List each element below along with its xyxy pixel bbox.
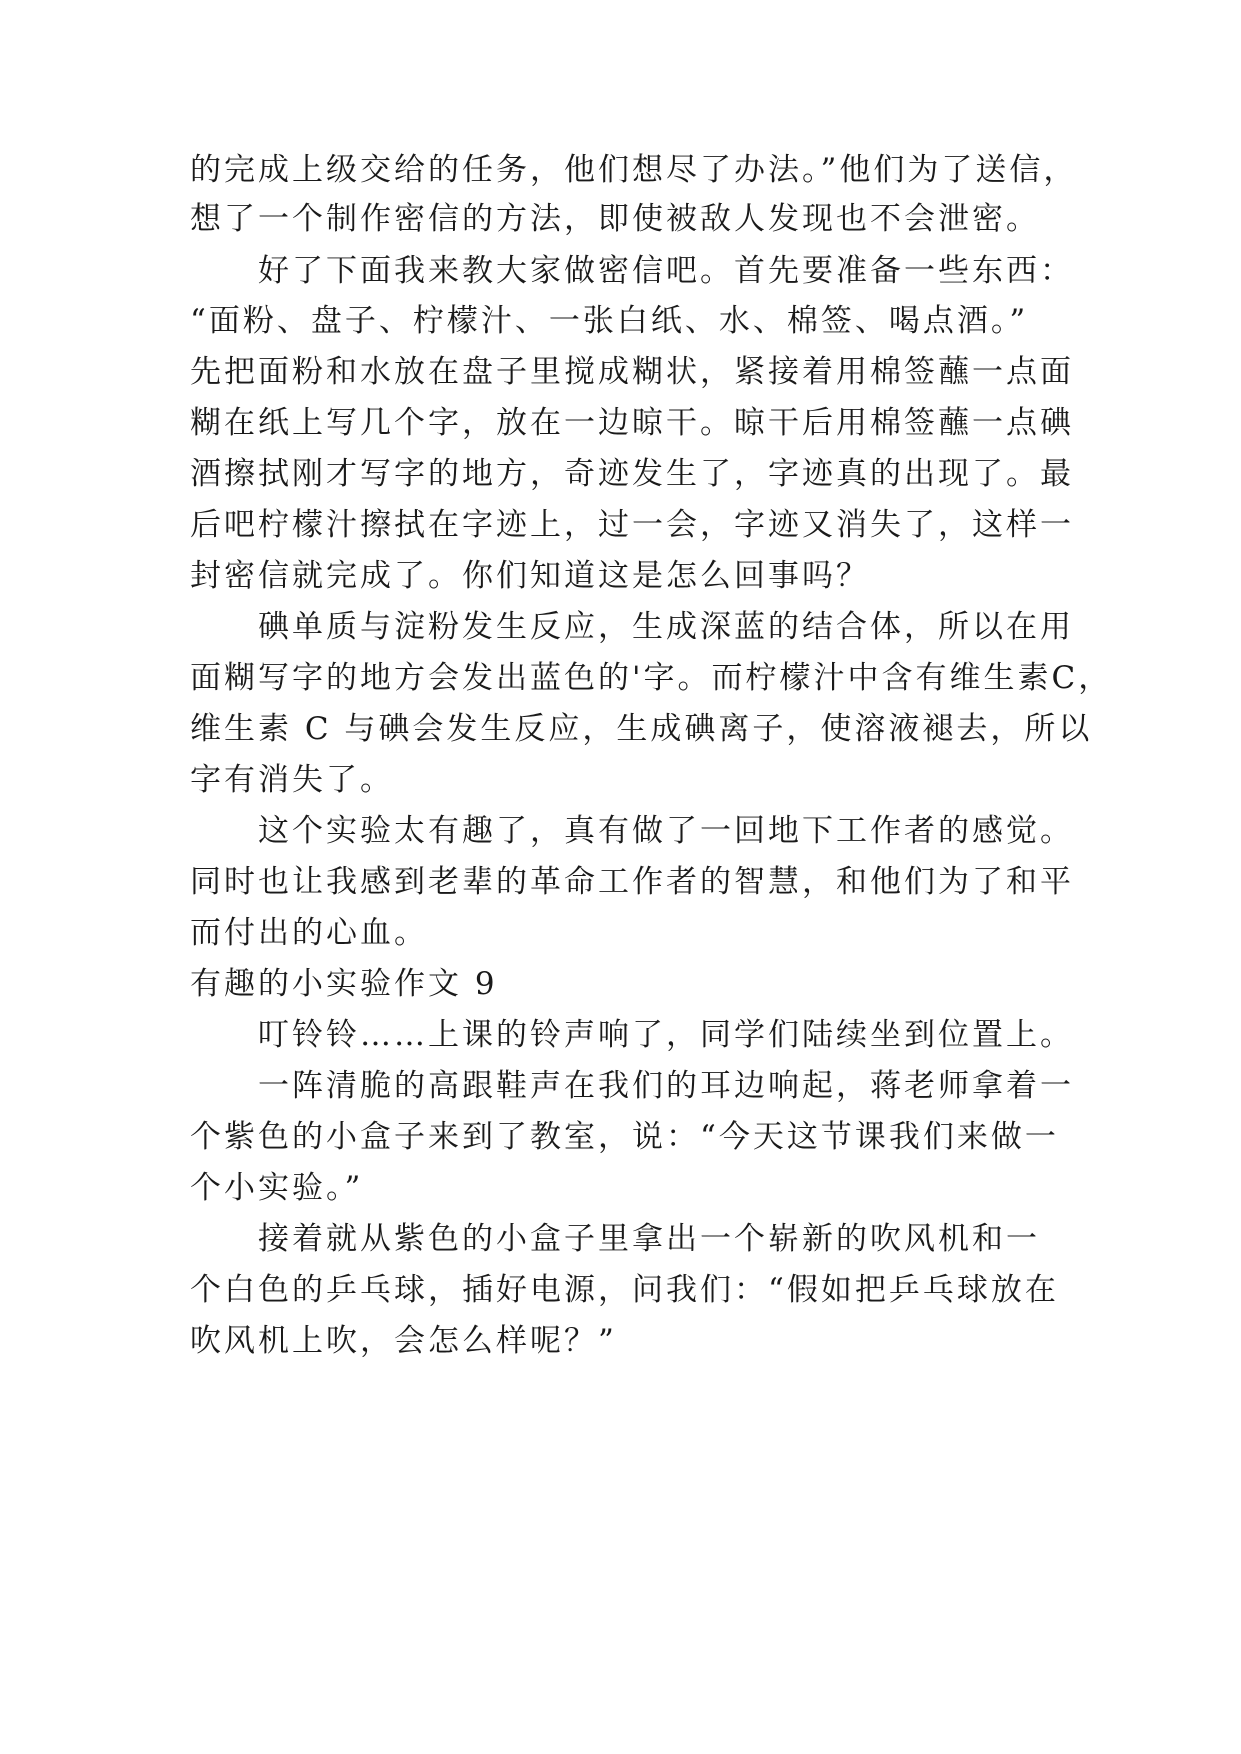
text-line: 先把面粉和水放在盘子里搅成糊状，紧接着用棉签蘸一点面 xyxy=(190,354,1074,390)
text-line: “面粉、盘子、柠檬汁、一张白纸、水、棉签、喝点酒。” xyxy=(190,303,1029,339)
text-line: 想了一个制作密信的方法，即使被敌人发现也不会泄密。 xyxy=(190,201,1040,237)
text-line: 酒擦拭刚才写字的地方，奇迹发生了，字迹真的出现了。最 xyxy=(190,456,1074,492)
text-line: 维生素 C 与碘会发生反应，生成碘离子，使溶液褪去，所以 xyxy=(190,711,1093,747)
text-line: 后吧柠檬汁擦拭在字迹上，过一会，字迹又消失了，这样一 xyxy=(190,507,1074,543)
text-line: 个小实验。” xyxy=(190,1170,364,1206)
text-line: 碘单质与淀粉发生反应，生成深蓝的结合体，所以在用 xyxy=(258,609,1074,645)
text-line: 一阵清脆的高跟鞋声在我们的耳边响起，蒋老师拿着一 xyxy=(258,1068,1074,1104)
text-line: 叮铃铃……上课的铃声响了，同学们陆续坐到位置上。 xyxy=(258,1017,1074,1053)
text-line: 封密信就完成了。你们知道这是怎么回事吗？ xyxy=(190,558,870,594)
text-line: 的完成上级交给的任务，他们想尽了办法。”他们为了送信， xyxy=(190,152,1078,188)
text-line: 同时也让我感到老辈的革命工作者的智慧，和他们为了和平 xyxy=(190,864,1074,900)
text-line: 好了下面我来教大家做密信吧。首先要准备一些东西： xyxy=(258,253,1074,289)
text-line: 个紫色的小盒子来到了教室，说：“今天这节课我们来做一 xyxy=(190,1119,1059,1155)
text-line: 吹风机上吹，会怎么样呢？” xyxy=(190,1323,617,1359)
text-line: 面糊写字的地方会发出蓝色的'字。而柠檬汁中含有维生素C， xyxy=(190,660,1113,696)
text-line: 糊在纸上写几个字，放在一边晾干。晾干后用棉签蘸一点碘 xyxy=(190,405,1074,441)
text-line: 而付出的心血。 xyxy=(190,915,428,951)
text-line: 个白色的乒乓球，插好电源，问我们：“假如把乒乓球放在 xyxy=(190,1272,1059,1308)
text-line: 接着就从紫色的小盒子里拿出一个崭新的吹风机和一 xyxy=(258,1221,1040,1257)
text-line: 这个实验太有趣了，真有做了一回地下工作者的感觉。 xyxy=(258,813,1074,849)
text-line: 字有消失了。 xyxy=(190,762,394,798)
section-heading: 有趣的小实验作文 9 xyxy=(190,966,498,1002)
